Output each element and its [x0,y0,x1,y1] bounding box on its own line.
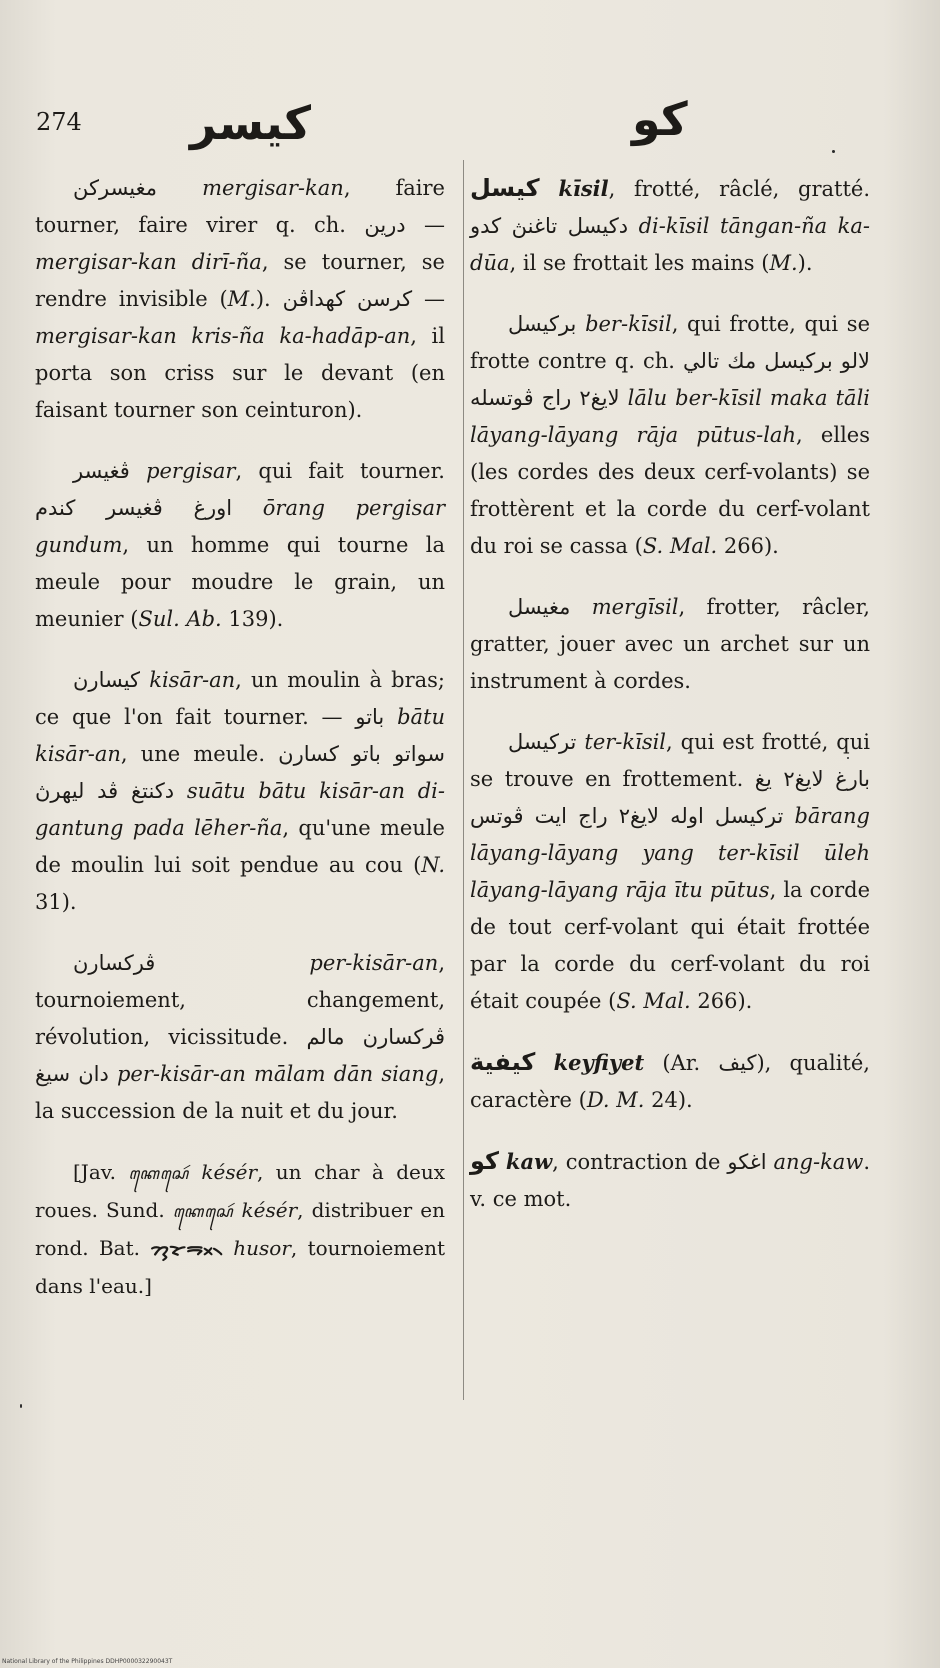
arabic-phrase: بارغ لايغ٢ يغ تركيسل اوله لايغ٢ راج ايت ڤوتس [470,767,870,828]
transliteration: ōrang pergisar gundum [35,496,445,557]
entry-kisar-an [35,662,445,921]
definition: ), qualité, caractère ( [470,1051,870,1112]
paper-speck [832,150,835,153]
javanese-script: ꦏꦺꦱꦺꦂ [128,1164,190,1183]
definition: , se tourner, se rendre invisible ( [35,250,445,311]
transliteration: bātu kisār-an [35,705,445,766]
arabic-phrase: اورغ ڤغيسر كندم [35,496,233,520]
entry-mergisar-kan [35,170,445,429]
sundanese-script: ꦏꦺꦱꦺꦂ [172,1202,234,1221]
definition: , qui est frotté, qui se trouve en frottement. [470,730,870,791]
definition: , qui frotte, qui se frotte contre q. ch. [470,312,870,373]
definition: , frotter, râcler, gratter, jouer avec un archet sur un instrument à cordes. [470,595,870,693]
entry-ber-kisil [470,306,870,565]
source-ref: D. M. [586,1088,645,1112]
definition: , qu'une meule de moulin lui soit pendue au cou ( [35,816,445,877]
definition: , tournoiement, changement, révolution, vicissitude. [35,951,445,1049]
headword-arabic: كيسل [470,174,540,202]
batak-script: ᯂᯮᯘᯬᯒ᯲ [150,1239,223,1260]
definition: , faire tourner, faire virer q. ch. [35,176,445,237]
text: ). [797,251,813,275]
definition: , un moulin à bras; ce que l'on fait tourner. — [35,668,445,729]
source-ref: S. Mal. [616,989,691,1013]
entry-per-kisar-an [35,945,445,1130]
transliteration: lālu ber-kīsil maka tāli lāyang-lāyang rāja pūtus-lah [470,386,871,447]
definition: , frotté, râclé, gratté. [608,177,870,201]
text: — [405,213,445,237]
transliteration: bārang lāyang-lāyang yang ter-kīsil ūleh lāyang-lāyang rāja ītu pūtus [470,804,870,902]
entry-ter-kisil [470,724,870,1020]
entry-kaw [470,1143,870,1218]
transliteration: késér [241,1198,298,1222]
right-column [470,170,870,1242]
source-ref: M. [227,287,256,311]
arabic-word: مغيسركن [73,176,158,200]
transliteration: mergīsil [591,595,679,619]
arabic-word: بركيسل [508,312,577,336]
definition: , un homme qui tourne la meule pour moudre le grain, un meunier ( [35,533,445,631]
arabic-word: درين [364,213,406,237]
text: 266). [690,989,753,1013]
arabic-phrase: دكيسل تاغنڽ كدو [470,214,629,238]
arabic-word: كيف [718,1051,757,1075]
text: 266). [717,534,779,558]
column-divider [463,160,464,1400]
definition: , qui fait tourner. [235,459,445,483]
definition: , tournoiement dans l'eau.] [35,1236,445,1298]
transliteration: mergisar-kan [202,176,344,200]
headword-arabic: كيفية [470,1048,536,1076]
entry-etymology-note [35,1154,445,1304]
scan-footer: National Library of the Philippines DDHP000032290043T [2,1658,173,1665]
transliteration: di-kīsil tāngan-ña ka-dūa [470,214,871,275]
transliteration: késér [201,1160,258,1184]
text: 31). [35,890,77,914]
text: 139). [221,607,284,631]
arabic-phrase: كرسن كهداڤن [282,287,413,311]
transliteration: mergisar-kan kris-ña ka-hadāp-an [35,324,411,348]
headword-transliteration: kaw [505,1149,553,1174]
arabic-word: اغكو [727,1150,767,1174]
definition: , la succession de la nuit et du jour. [35,1062,445,1123]
entry-mergisil [470,589,870,700]
headword-transliteration: keyfiyet [553,1050,645,1075]
text: 24). [644,1088,693,1112]
text: ). [255,287,283,311]
definition: , il porta son criss sur le devant (en faisant tourner son ceinturon). [35,324,445,422]
transliteration: suātu bātu kisār-an di-gantung pada lēher-ña [35,779,445,840]
entry-kisil [470,170,870,282]
definition: , une meule. [120,742,279,766]
arabic-word: ڤركسارن [73,951,156,975]
definition: , la corde de tout cerf-volant qui était frottée par la corde du cerf-volant du roi était coupée ( [470,878,870,1013]
text: (Ar. [644,1051,719,1075]
headword-transliteration: kīsil [558,176,609,201]
transliteration: ber-kīsil [585,312,672,336]
source-ref: S. Mal. [642,534,718,558]
definition: , distribuer en rond. Bat. [35,1198,446,1260]
transliteration: per-kisār-an [309,951,439,975]
headword-arabic: كو [470,1147,500,1175]
entry-keyfiyet [470,1044,870,1119]
transliteration: per-kisār-an mālam dān siang [116,1062,439,1086]
definition: . v. ce mot. [470,1150,870,1211]
paper-speck [20,1404,22,1408]
definition: , elles (les cordes des deux cerf-volants) se frottèrent et la corde du cerf-volant du roi se cassa ( [470,423,870,558]
arabic-word: باتو [355,705,385,729]
arabic-word: مغيسل [508,595,571,619]
arabic-phrase: ڤركسارن مالم دان سيغ [35,1025,445,1086]
transliteration: kisār-an [149,668,236,692]
arabic-word: كيسارن [73,668,141,692]
arabic-word: تركيسل [508,730,577,754]
text: [Jav. [73,1160,129,1184]
transliteration: husor [233,1236,291,1260]
entry-pergisar [35,453,445,638]
arabic-phrase: سواتو باتو كسارن دكنتغ ڤد ليهرڽ [35,742,445,803]
text: — [412,287,445,311]
arabic-word: ڤغيسر [73,459,130,483]
transliteration: mergisar-kan dirī-ña [35,250,262,274]
transliteration: ang-kaw [773,1150,864,1174]
source-ref: M. [769,251,798,275]
definition: , un char à deux roues. Sund. [35,1160,445,1222]
page-number: 274 [36,108,82,136]
running-head-right: كو [632,92,688,146]
transliteration: pergisar [146,459,236,483]
running-head-left: كيسر [190,96,311,150]
definition: , il se frottait les mains ( [509,251,770,275]
source-ref: Sul. Ab. [138,607,222,631]
definition: , contraction de [552,1150,728,1174]
left-column [35,170,445,1328]
transliteration: ter-kīsil [584,730,667,754]
arabic-phrase: لالو بركيسل مك تالي لايغ٢ راج ڤوتسله [470,349,871,410]
source-ref: N. [421,853,445,877]
